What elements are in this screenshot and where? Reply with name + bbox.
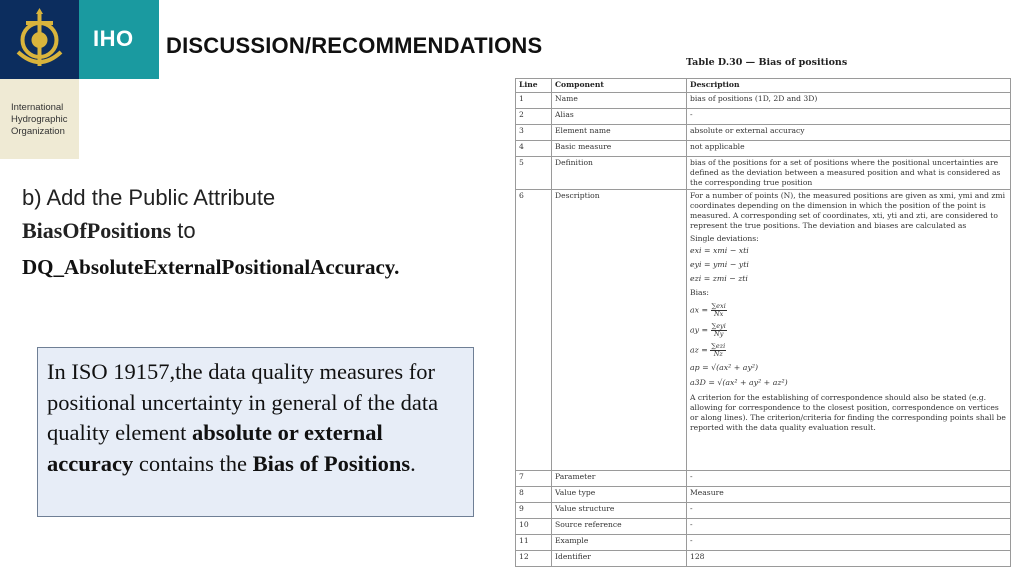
organization-name: [0, 79, 79, 159]
note-bold-2: Bias of Positions: [252, 450, 411, 476]
formula-ex: exi = xmi − xti: [690, 246, 749, 255]
attribute-name: BiasOfPositions: [22, 218, 172, 243]
org-line-3: Organization: [11, 126, 65, 137]
formula-a3d: a3D = √(ax² + ay² + az²): [690, 378, 788, 387]
formula-ay-denominator: Ny: [714, 330, 724, 338]
bias-label: Bias:: [690, 288, 709, 297]
cell-description: absolute or external accuracy: [687, 125, 1011, 141]
formula-az-fraction: [710, 343, 726, 358]
bias-of-positions-table: [515, 78, 1011, 567]
cell-description-formulas: [687, 190, 1011, 471]
table-row: [516, 93, 1011, 109]
cell-line: 4: [516, 141, 552, 157]
table-row: [516, 551, 1011, 567]
iho-logo-text: IHO: [79, 0, 159, 79]
table-row: [516, 190, 1011, 471]
cell-line: 9: [516, 503, 552, 519]
formula-az-lhs: az =: [690, 345, 708, 355]
cell-description: Measure: [687, 487, 1011, 503]
cell-line: 11: [516, 535, 552, 551]
org-line-1: International: [11, 102, 64, 113]
formula-ax-fraction: [711, 303, 727, 318]
cell-line: 7: [516, 471, 552, 487]
org-line-2: Hydrographic: [11, 114, 68, 125]
cell-component: Description: [552, 190, 687, 471]
cell-component: Name: [552, 93, 687, 109]
cell-component: Example: [552, 535, 687, 551]
formula-az-numerator: ∑ezi: [711, 342, 726, 350]
cell-description: not applicable: [687, 141, 1011, 157]
recommendation-line-2: [22, 213, 492, 249]
header-description: Description: [687, 79, 1011, 93]
cell-component: Alias: [552, 109, 687, 125]
table-row: [516, 157, 1011, 190]
cell-line: 6: [516, 190, 552, 471]
table-row: [516, 141, 1011, 157]
cell-line: 1: [516, 93, 552, 109]
note-text-2: contains the: [133, 450, 253, 476]
formula-ax: [690, 303, 1007, 318]
cell-line: 5: [516, 157, 552, 190]
table-row: [516, 471, 1011, 487]
cell-line: 12: [516, 551, 552, 567]
formula-ay: [690, 323, 1007, 338]
cell-description: -: [687, 535, 1011, 551]
formula-ax-numerator: ∑exi: [711, 302, 726, 310]
anchor-compass-icon: [0, 0, 79, 79]
cell-description: bias of the positions for a set of positions where the positional uncertainties are defined as the deviation between a measured position and what is considered as the corresponding true position: [687, 157, 1011, 190]
note-text-3: .: [410, 450, 416, 476]
cell-component: Element name: [552, 125, 687, 141]
cell-component: Parameter: [552, 471, 687, 487]
table-caption: Table D.30 — Bias of positions: [686, 57, 848, 68]
formula-ax-lhs: ax =: [690, 305, 709, 315]
single-deviations-label: Single deviations:: [690, 234, 759, 243]
formula-ay-numerator: ∑eyi: [711, 322, 726, 330]
target-class-name: DQ_AbsoluteExternalPositionalAccuracy.: [22, 255, 400, 279]
table-row: [516, 109, 1011, 125]
formula-ax-denominator: Nx: [713, 310, 724, 318]
cell-description: -: [687, 503, 1011, 519]
cell-description: -: [687, 471, 1011, 487]
note-bold-1: absolute or external accuracy: [47, 420, 383, 476]
iho-emblem-logo: [0, 0, 79, 79]
table-row: [516, 503, 1011, 519]
cell-component: Identifier: [552, 551, 687, 567]
iso-note-box: [37, 347, 474, 517]
formula-ap: ap = √(ax² + ay²): [690, 363, 759, 372]
formula-ay-fraction: [711, 323, 727, 338]
cell-component: Source reference: [552, 519, 687, 535]
formula-ay-lhs: ay =: [690, 325, 709, 335]
note-text-1: In ISO 19157,the data quality measures for positional uncertainty in general of the data quality element: [47, 359, 439, 446]
cell-description: -: [687, 109, 1011, 125]
formula-ey: eyi = ymi − yti: [690, 260, 749, 269]
table-header-row: [516, 79, 1011, 93]
recommendation-line-1: b) Add the Public Attribute: [22, 185, 276, 210]
page-title: DISCUSSION/RECOMMENDATIONS: [166, 33, 543, 58]
cell-component: Value type: [552, 487, 687, 503]
description-intro: For a number of points (N), the measured positions are given as xmi, ymi and zmi coordinates depending on the dimension in which the position of the point is measured. A corresponding set of coordinates, xti, yti and zti, are considered to represent the true positions. The deviation and biases are calculated as: [690, 191, 1006, 230]
cell-line: 8: [516, 487, 552, 503]
table-row: [516, 487, 1011, 503]
cell-component: Definition: [552, 157, 687, 190]
cell-description: bias of positions (1D, 2D and 3D): [687, 93, 1011, 109]
header-line: Line: [516, 79, 552, 93]
recommendation-to: to: [171, 218, 196, 243]
cell-component: Value structure: [552, 503, 687, 519]
table-row: [516, 125, 1011, 141]
table-row: [516, 519, 1011, 535]
cell-description: -: [687, 519, 1011, 535]
cell-component: Basic measure: [552, 141, 687, 157]
recommendation-text: [22, 183, 492, 285]
formula-az-denominator: Nz: [713, 350, 723, 358]
formula-ez: ezi = zmi − zti: [690, 274, 748, 283]
cell-line: 10: [516, 519, 552, 535]
formula-az: [690, 343, 1007, 358]
description-closing: A criterion for the establishing of correspondence should also be stated (e.g. allowing for correspondence to the closest position, correspondence on vertices or along lines). The criterion/criteria for finding the corresponding points shall be reported with the data quality evaluation result.: [690, 393, 1006, 432]
cell-line: 2: [516, 109, 552, 125]
cell-line: 3: [516, 125, 552, 141]
header-component: Component: [552, 79, 687, 93]
cell-description: 128: [687, 551, 1011, 567]
table-row: [516, 535, 1011, 551]
